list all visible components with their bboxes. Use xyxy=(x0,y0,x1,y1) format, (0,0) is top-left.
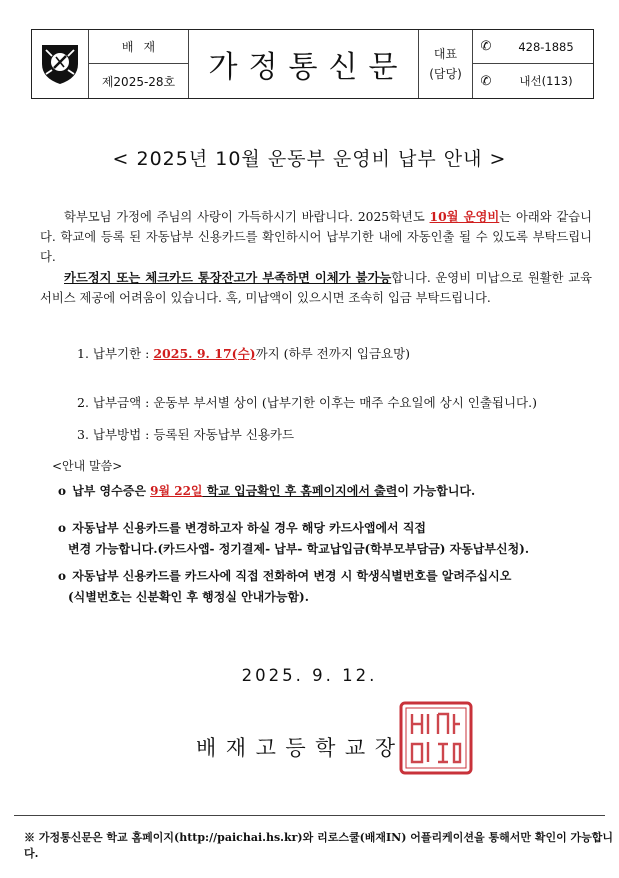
rep-cell xyxy=(419,30,473,98)
official-seal-icon xyxy=(398,700,474,776)
warning-bold-text: 카드정지 또는 체크카드 통장잔고가 부족하면 이체가 불가능 xyxy=(64,270,392,285)
rep-label: 대표 xyxy=(433,47,458,61)
receipt-date: 9월 22일 xyxy=(150,484,203,498)
intro-text-b: 는 아래와 같습니다. 학교에 등록 된 자동납부 신용카드를 확인하시어 납부기한 내에 자동인출 될 수 있도록 부탁드립니다. xyxy=(40,210,592,264)
note-receipt xyxy=(58,481,588,502)
notice-title: < 2025년 10월 운동부 운영비 납부 안내 > xyxy=(112,148,507,170)
note-phone-line2: (식별번호는 신분확인 후 행정실 안내가능함). xyxy=(68,590,309,604)
note-receipt-a: 납부 영수증은 xyxy=(72,484,151,498)
footer-note: ※ 가정통신문은 학교 홈페이지(http://paichai.hs.kr)와 리로스쿨(배재IN) 어플리케이션을 통해서만 확인이 가능합니다. xyxy=(24,831,614,860)
issue-number: 제2025-28호 xyxy=(101,74,176,89)
item-due-label: 1. 납부기한 : xyxy=(77,346,154,361)
item-due-date xyxy=(77,344,410,362)
rep-sub-label: (담당) xyxy=(429,67,462,81)
note-phone-change xyxy=(58,566,588,608)
header-table xyxy=(31,29,594,99)
item-method: 3. 납부방법 : 등록된 자동납부 신용카드 xyxy=(77,427,295,442)
bullet: o xyxy=(58,521,67,535)
notice-heading: <안내 말씀> xyxy=(52,459,123,473)
phone-cell xyxy=(473,30,593,98)
doc-type-title: 가정통신문 xyxy=(189,30,419,98)
intro-text-a: 학부모님 가정에 주님의 사랑이 가득하시기 바랍니다. 2025학년도 xyxy=(64,210,430,224)
phone-ext-row xyxy=(473,64,593,98)
item-amount: 2. 납부금액 : 운동부 부서별 상이 (납부기한 이후는 매주 수요일에 상시 인출됩니다.) xyxy=(77,395,537,410)
phone-main-row xyxy=(473,30,593,64)
intro-paragraph xyxy=(40,207,592,267)
school-cell xyxy=(89,30,189,98)
note-card-line2: 변경 가능합니다.(카드사앱- 정기결제- 납부- 학교납입금(학부모부담금) 자동납부신청). xyxy=(68,542,530,556)
note-card-change xyxy=(58,518,588,560)
warning-paragraph xyxy=(40,268,592,308)
bullet: o xyxy=(58,484,67,498)
principal-signature: 배재고등학교장 xyxy=(196,736,405,760)
due-date-value: 2025. 9. 17(수) xyxy=(153,346,256,361)
highlight-month: 10월 운영비 xyxy=(429,209,500,224)
school-crest-icon xyxy=(40,42,80,86)
note-receipt-b: 이 가능합니다. xyxy=(397,484,476,498)
phone-icon: ✆ xyxy=(480,39,492,54)
note-receipt-underline: 학교 입금확인 후 홈페이지에서 출력 xyxy=(202,484,398,498)
issue-date: 2025. 9. 12. xyxy=(241,666,378,685)
footer-divider xyxy=(14,815,605,816)
phone-main: 428-1885 xyxy=(518,39,574,54)
logo-cell xyxy=(32,30,89,98)
bullet: o xyxy=(58,569,67,583)
phone-extension: 내선(113) xyxy=(519,74,573,88)
warning-text: 합니다. 운영비 미납으로 원활한 교육서비스 제공에 어려움이 있습니다. 혹, 미납액이 있으시면 조속히 입금 부탁드립니다. xyxy=(40,271,592,305)
note-card-line1: 자동납부 신용카드를 변경하고자 하실 경우 해당 카드사앱에서 직접 xyxy=(72,521,427,535)
note-phone-line1: 자동납부 신용카드를 카드사에 직접 전화하여 변경 시 학생식별번호를 알려주십시오 xyxy=(72,569,512,583)
school-name: 배재 xyxy=(89,30,188,64)
item-due-rest: 까지 (하루 전까지 입금요망) xyxy=(255,346,411,361)
phone-icon: ✆ xyxy=(480,73,492,89)
